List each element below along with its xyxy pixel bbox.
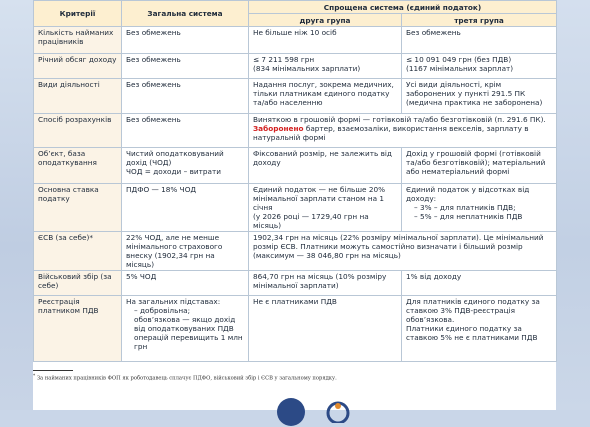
group3-cell bbox=[402, 54, 557, 79]
group3-cell: Усі види діяльності, крім заборонених у пункті 291.5 ПК (медична практика не заборонена) bbox=[402, 79, 557, 114]
group2-cell: Надання послуг, зокрема медичних, тільки платникам єдиного податку та/або населенню bbox=[249, 79, 402, 114]
table-row bbox=[34, 296, 557, 362]
general-cell: Без обмежень bbox=[122, 114, 249, 148]
header-group-2: друга група bbox=[249, 14, 402, 27]
group3-cell: Без обмежень bbox=[402, 27, 557, 54]
simplified-merged-cell: 1902,34 грн на місяць (22% розміру мінімальної зарплати). Це мінімальний розмір ЄСВ. Платники можуть самостійно визначати і більший розмір (максимум — 38 046,80 грн на місяць) bbox=[249, 232, 557, 271]
table-row bbox=[34, 184, 557, 232]
tax-comparison-sheet bbox=[33, 0, 556, 410]
group2-cell: 864,70 грн на місяць (10% розміру мінімальної зарплати) bbox=[249, 271, 402, 296]
tax-comparison-table bbox=[33, 0, 557, 362]
income-limit: ≤ 7 211 598 грн bbox=[253, 55, 315, 64]
background-right bbox=[556, 0, 590, 410]
group3-cell: Дохід у грошовій формі (готівковій та/або безготівковій); матеріальний або нематеріальний формі bbox=[402, 148, 557, 184]
formula: ЧОД = доходи – витрати bbox=[126, 167, 221, 176]
income-limit-note: (1167 мінімальних зарплат) bbox=[406, 64, 514, 73]
criterion-cell: Реєстрація платником ПДВ bbox=[34, 296, 122, 362]
table-row bbox=[34, 114, 557, 148]
header-general-system: Загальна система bbox=[122, 1, 249, 27]
general-cell: 5% ЧОД bbox=[122, 271, 249, 296]
criterion-cell: Об’єкт, база оподаткування bbox=[34, 148, 122, 184]
header-criteria: Критерії bbox=[34, 1, 122, 27]
group2-cell bbox=[249, 54, 402, 79]
general-cell: Без обмежень bbox=[122, 54, 249, 79]
general-cell: ПДФО — 18% ЧОД bbox=[122, 184, 249, 232]
group2-cell: Фіксований розмір, не залежить від доходу bbox=[249, 148, 402, 184]
group3-cell: 1% від доходу bbox=[402, 271, 557, 296]
general-cell: Без обмежень bbox=[122, 27, 249, 54]
table-row bbox=[34, 148, 557, 184]
table-row bbox=[34, 27, 557, 54]
general-cell: 22% ЧОД, але не менше мінімального страхового внеску (1902,34 грн на місяць) bbox=[122, 232, 249, 271]
table-row bbox=[34, 54, 557, 79]
logo-circle-icon bbox=[277, 398, 305, 426]
criterion-cell: Основна ставка податку bbox=[34, 184, 122, 232]
criterion-cell: Види діяльності bbox=[34, 79, 122, 114]
header-group-3: третя група bbox=[402, 14, 557, 27]
prohibited-label: Заборонено bbox=[253, 124, 304, 133]
footnote: * За найманих працівників ФОП як роботодавець сплачує ПДФО, військовий збір і ЄСВ у загальному порядку. bbox=[33, 374, 337, 382]
criterion-cell: Військовий збір (за себе) bbox=[34, 271, 122, 296]
criterion-cell: Спосіб розрахунків bbox=[34, 114, 122, 148]
footnote-divider bbox=[33, 370, 73, 371]
group2-cell: Не більше ніж 10 осіб bbox=[249, 27, 402, 54]
group2-cell: Не є платниками ПДВ bbox=[249, 296, 402, 362]
income-limit-note: (834 мінімальних зарплати) bbox=[253, 64, 361, 73]
criterion-cell: Річний обсяг доходу bbox=[34, 54, 122, 79]
general-cell: На загальних підставах: – добровільна; обов’язкова — якщо дохід від оподатковуваних ПДВ операцій перевищить 1 млн грн bbox=[122, 296, 249, 362]
header-simplified-system: Спрощена система (єдиний податок) bbox=[249, 1, 557, 14]
simplified-merged-cell: Виняткою в грошовій формі — готівковій та/або безготівковій (п. 291.6 ПК). Заборонено бартер, взаємозаліки, використання векселів, зарплату в натуральній формі bbox=[249, 114, 557, 148]
general-cell: Чистий оподатковуваний дохід (ЧОД) ЧОД = доходи – витрати bbox=[122, 148, 249, 184]
table-row bbox=[34, 271, 557, 296]
table-row bbox=[34, 232, 557, 271]
group2-cell: Єдиний податок — не більше 20% мінімальної зарплати станом на 1 січня (у 2026 році — 1729,40 грн на місяць) bbox=[249, 184, 402, 232]
general-cell: Без обмежень bbox=[122, 79, 249, 114]
group3-cell: Єдиний податок у відсотках від доходу: – 3% – для платників ПДВ; – 5% – для неплатників ПДВ bbox=[402, 184, 557, 232]
logo-emblem-icon bbox=[323, 399, 353, 423]
criterion-cell: ЄСВ (за себе)* bbox=[34, 232, 122, 271]
background-left bbox=[0, 0, 33, 410]
criterion-cell: Кількість найманих працівників bbox=[34, 27, 122, 54]
income-limit: ≤ 10 091 049 грн (без ПДВ) bbox=[406, 55, 512, 64]
table-row bbox=[34, 79, 557, 114]
group3-cell: Для платників єдиного податку за ставкою 3% ПДВ-реєстрація обов’язкова. Платники єдиного податку за ставкою 5% не є платниками ПДВ bbox=[402, 296, 557, 362]
